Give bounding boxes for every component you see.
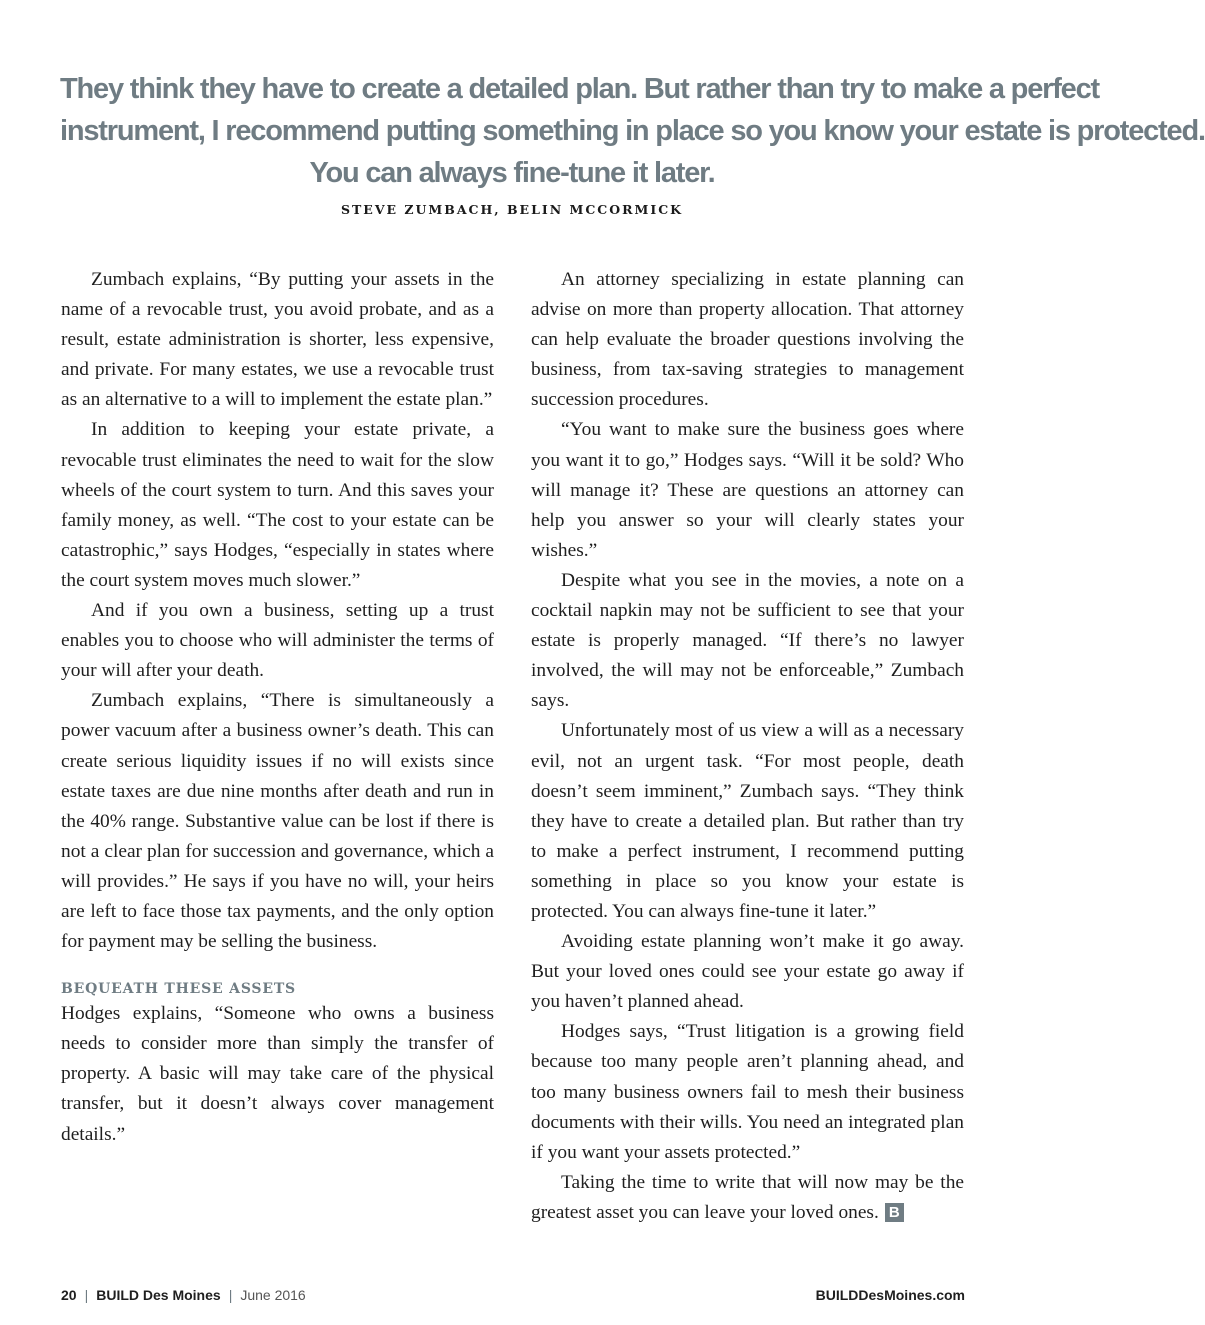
page-number: 20 bbox=[61, 1287, 77, 1303]
pull-quote bbox=[60, 68, 1205, 194]
body-paragraph: In addition to keeping your estate private, a revocable trust eliminates the need to wait for the slow wheels of the court system to turn. And this saves your family money, as well. “The cost to your estate can be catastrophic,” says Hodges, “especially in states where the court system moves much slower.” bbox=[61, 419, 494, 591]
issue-date: June 2016 bbox=[240, 1287, 306, 1303]
publication-name: BUILD Des Moines bbox=[96, 1287, 221, 1303]
body-paragraph: Avoiding estate planning won’t make it go away. But your loved ones could see your estate go away if you haven’t planned ahead. bbox=[531, 931, 964, 1013]
footer-separator: | bbox=[84, 1287, 89, 1303]
body-paragraph: Hodges says, “Trust litigation is a growing field because too many people aren’t planning ahead, and too many business owners fail to mesh their business documents with their wills. You need an integrated plan if you want your assets protected.” bbox=[531, 1021, 964, 1163]
right-column bbox=[531, 265, 964, 1228]
left-column bbox=[61, 265, 494, 1150]
footer-folio bbox=[61, 1287, 306, 1303]
body-paragraph: Unfortunately most of us view a will as a necessary evil, not an urgent task. “For most people, death doesn’t seem imminent,” Zumbach says. “They think they have to create a detailed plan. But rather than try to make a perfect instrument, I recommend putting something in place so you know your estate is protected. You can always fine-tune it later.” bbox=[531, 720, 964, 922]
pull-quote-attribution: STEVE ZUMBACH, BELIN MCCORMICK bbox=[340, 202, 684, 217]
final-paragraph-text: Taking the time to write that will now may be the greatest asset you can leave your loved ones. bbox=[531, 1171, 964, 1223]
pull-quote-line-1: They think they have to create a detailed plan. But rather than try to make a perfect bbox=[60, 73, 1099, 105]
body-paragraph: An attorney specializing in estate planning can advise on more than property allocation. That attorney can help evaluate the broader questions involving the business, from tax-saving strategies to management succession procedures. bbox=[531, 269, 964, 411]
body-paragraph: Zumbach explains, “There is simultaneously a power vacuum after a business owner’s death. This can create serious liquidity issues if no will exists since estate taxes are due nine months after death and run in the 40% range. Substantive value can be lost if there is not a clear plan for succession and governance, which a will provides.” He says if you have no will, your heirs are left to face those tax payments, and the only option for payment may be selling the business. bbox=[61, 690, 494, 953]
footer-separator: | bbox=[228, 1287, 233, 1303]
website-link[interactable]: BUILDDesMoines.com bbox=[815, 1287, 965, 1303]
pull-quote-line-3: You can always fine-tune it later. bbox=[309, 157, 715, 189]
body-paragraph: “You want to make sure the business goes where you want it to go,” Hodges says. “Will it be sold? Who will manage it? These are questions an attorney can help you answer so your will clearly states your wishes.” bbox=[531, 419, 964, 561]
body-paragraph: And if you own a business, setting up a trust enables you to choose who will administer the terms of your will after your death. bbox=[61, 600, 494, 682]
end-mark-logo-icon: B bbox=[885, 1203, 904, 1222]
section-subhead: BEQUEATH THESE ASSETS bbox=[61, 981, 296, 998]
body-paragraph: Hodges explains, “Someone who owns a business needs to consider more than simply the transfer of property. A basic will may take care of the physical transfer, but it doesn’t always cover management details.” bbox=[61, 1003, 494, 1145]
body-paragraph: Despite what you see in the movies, a note on a cocktail napkin may not be sufficient to see that your estate is properly managed. “If there’s no lawyer involved, the will may not be enforceable,” Zumbach says. bbox=[531, 569, 964, 712]
pull-quote-line-2: instrument, I recommend putting something in place so you know your estate is protected. bbox=[60, 115, 1205, 147]
final-paragraph bbox=[531, 1168, 964, 1228]
body-paragraph: Zumbach explains, “By putting your assets in the name of a revocable trust, you avoid probate, and as a result, estate administration is shorter, less expensive, and private. For many estates, we use a revocable trust as an alternative to a will to implement the estate plan.” bbox=[61, 269, 494, 411]
page-footer bbox=[61, 1287, 965, 1307]
